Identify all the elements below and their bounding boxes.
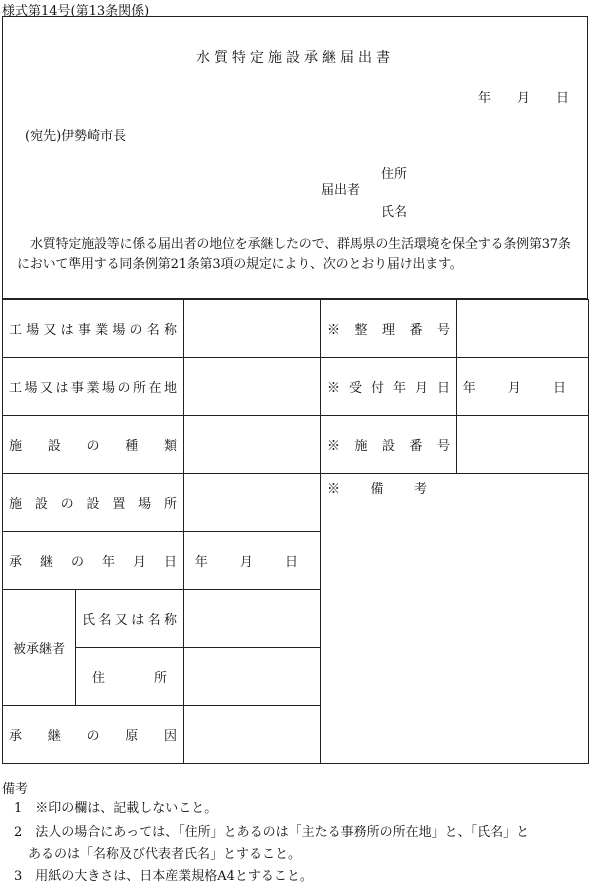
facility-number-label: ※施設番号 xyxy=(321,416,457,474)
form-number: 様式第14号(第13条関係) xyxy=(2,4,150,19)
declaration-text: 水質特定施設等に係る届出者の地位を承継したので、群馬県の生活環境を保全する条例第37条において準用する同条例第21条第3項の規定により、次のとおり届け出ます。 xyxy=(17,237,571,272)
predecessor-address-label: 住所 xyxy=(76,648,184,706)
table-row xyxy=(3,358,589,416)
submission-date: 年 月 日 xyxy=(477,91,569,106)
notes-area xyxy=(321,474,589,764)
factory-address-label: 工場又は事業場の所在地 xyxy=(3,358,184,416)
factory-name-field[interactable] xyxy=(184,300,321,358)
remark-item: 3 用紙の大きさは、日本産業規格A4とすること。 xyxy=(14,869,313,884)
filer-label: 届出者 xyxy=(321,183,361,198)
filer-name-label: 氏名 xyxy=(381,205,408,220)
succession-form-table xyxy=(2,299,589,764)
facility-type-field[interactable] xyxy=(184,416,321,474)
ref-number-field xyxy=(457,300,589,358)
remarks-heading: 備考 xyxy=(2,782,29,797)
facility-location-label: 施設の設置場所 xyxy=(3,474,184,532)
facility-location-field[interactable] xyxy=(184,474,321,532)
factory-name-label: 工場又は事業場の名称 xyxy=(3,300,184,358)
remark-item: 2 法人の場合にあっては、「住所」とあるのは「主たる事務所の所在地」と、「氏名」と xyxy=(14,825,530,840)
form-header-box xyxy=(2,16,588,299)
predecessor-address-field[interactable] xyxy=(184,648,321,706)
succession-date-field[interactable]: 年 月 日 xyxy=(184,532,321,590)
succession-reason-label: 承継の原因 xyxy=(3,706,184,764)
predecessor-name-label: 氏名又は名称 xyxy=(76,590,184,648)
remark-item: 1 ※印の欄は、記載しないこと。 xyxy=(14,801,218,816)
succession-date-label: 承継の年月日 xyxy=(3,532,184,590)
receipt-date-field: 年 月 日 xyxy=(457,358,589,416)
succession-reason-field[interactable] xyxy=(184,706,321,764)
factory-address-field[interactable] xyxy=(184,358,321,416)
filer-address-label: 住所 xyxy=(381,167,408,182)
form-title: 水質特定施設承継届出書 xyxy=(196,50,394,66)
predecessor-label: 被承継者 xyxy=(3,590,76,706)
facility-number-field xyxy=(457,416,589,474)
table-row xyxy=(3,416,589,474)
receipt-date-label: ※受付年月日 xyxy=(321,358,457,416)
remark-item-continuation: あるのは「名称及び代表者氏名」とすること。 xyxy=(28,847,302,862)
table-row xyxy=(3,300,589,358)
ref-number-label: ※整理番号 xyxy=(321,300,457,358)
predecessor-name-field[interactable] xyxy=(184,590,321,648)
addressee: (宛先)伊勢崎市長 xyxy=(25,129,127,144)
notes-label: ※備考 xyxy=(327,482,428,497)
table-row xyxy=(3,474,589,532)
facility-type-label: 施設の種類 xyxy=(3,416,184,474)
